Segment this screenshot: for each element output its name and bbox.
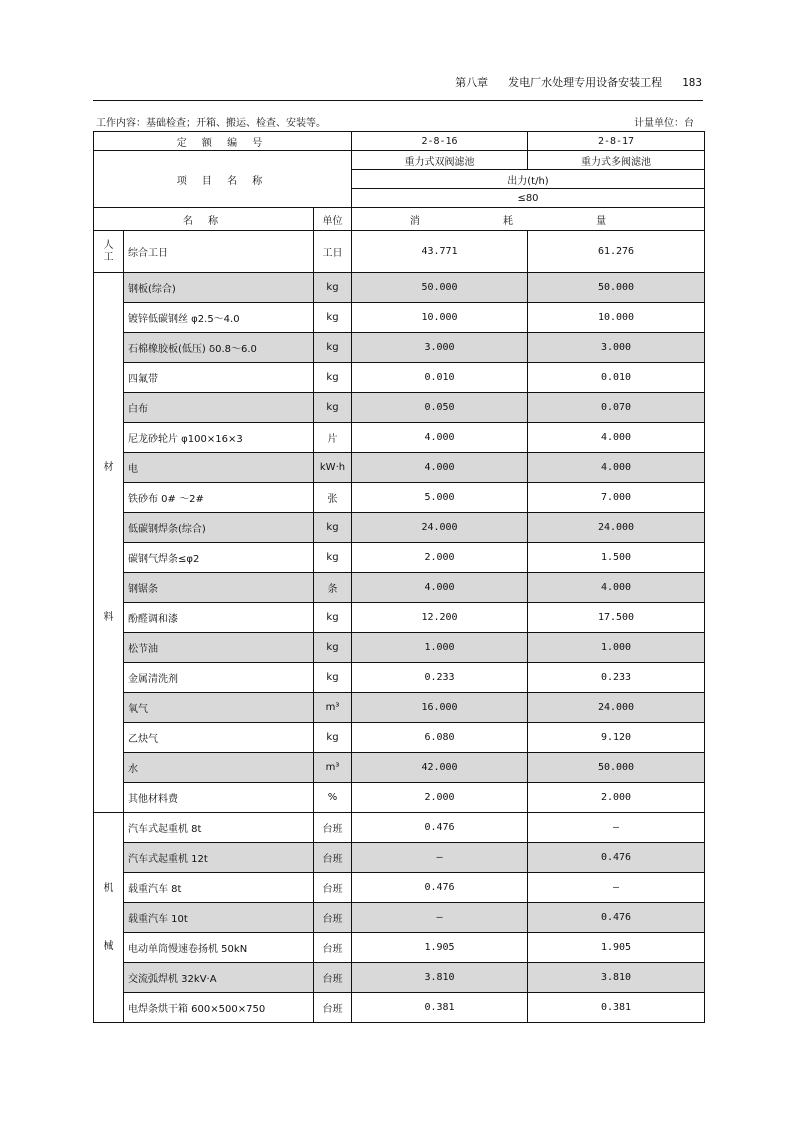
table-row [94, 333, 705, 363]
item-name: 金属清洗剂 [124, 663, 314, 693]
value-2: 10.000 [528, 303, 705, 333]
value-1: 6.080 [352, 723, 528, 753]
value-1: 3.810 [352, 963, 528, 993]
value-2: 0.476 [528, 903, 705, 933]
value-2: 0.381 [528, 993, 705, 1023]
value-1: 4.000 [352, 573, 528, 603]
item-unit: kW·h [314, 453, 352, 483]
category-materials [94, 273, 124, 813]
value-2: — [528, 873, 705, 903]
table-row [94, 423, 705, 453]
header-rule [93, 100, 703, 101]
value-1: 16.000 [352, 693, 528, 723]
value-1: 2.000 [352, 543, 528, 573]
value-2: 50.000 [528, 753, 705, 783]
item-unit: kg [314, 303, 352, 333]
item-name: 综合工日 [124, 231, 314, 273]
item-name: 钢板(综合) [124, 273, 314, 303]
value-2: 7.000 [528, 483, 705, 513]
table-row [94, 453, 705, 483]
row-column-heads [94, 208, 705, 231]
item-unit: kg [314, 603, 352, 633]
value-1: 10.000 [352, 303, 528, 333]
value-2: 24.000 [528, 513, 705, 543]
value-2: 1.905 [528, 933, 705, 963]
item-unit: kg [314, 333, 352, 363]
table-row [94, 483, 705, 513]
item-unit: kg [314, 273, 352, 303]
table-row [94, 783, 705, 813]
item-unit: m³ [314, 693, 352, 723]
table-row [94, 543, 705, 573]
table-row [94, 993, 705, 1023]
value-2: 0.070 [528, 393, 705, 423]
value-2: 4.000 [528, 573, 705, 603]
table-row [94, 963, 705, 993]
item-unit: 台班 [314, 873, 352, 903]
item-unit: kg [314, 363, 352, 393]
measure-unit: 计量单位：台 [634, 118, 694, 129]
type-2: 重力式多阀滤池 [528, 151, 705, 170]
category-label: 人 工 [103, 239, 114, 263]
table-row [94, 693, 705, 723]
item-name: 酚醛调和漆 [124, 603, 314, 633]
table-row [94, 663, 705, 693]
item-unit: kg [314, 633, 352, 663]
value-2: 17.500 [528, 603, 705, 633]
value-1: 12.200 [352, 603, 528, 633]
item-name: 尼龙砂轮片 φ100×16×3 [124, 423, 314, 453]
table-row [94, 363, 705, 393]
value-2: 3.810 [528, 963, 705, 993]
value-1: 4.000 [352, 423, 528, 453]
value-1: 50.000 [352, 273, 528, 303]
item-unit: 条 [314, 573, 352, 603]
item-name: 电动单筒慢速卷扬机 50kN [124, 933, 314, 963]
item-name: 乙炔气 [124, 723, 314, 753]
capacity-value: ≤80 [352, 189, 705, 208]
item-name: 交流弧焊机 32kV·A [124, 963, 314, 993]
value-1: 3.000 [352, 333, 528, 363]
item-name: 铁砂布 0# ～2# [124, 483, 314, 513]
table-row [94, 633, 705, 663]
table-row [94, 723, 705, 753]
item-name: 电焊条烘干箱 600×500×750 [124, 993, 314, 1023]
table-row [94, 231, 705, 273]
item-label: 项 目 名 称 [94, 151, 352, 208]
item-unit: m³ [314, 753, 352, 783]
category-label: 材 料 [103, 462, 114, 623]
table-row [94, 303, 705, 333]
capacity-label: 出力(t/h) [352, 170, 705, 189]
table-row [94, 813, 705, 843]
value-2: 24.000 [528, 693, 705, 723]
item-unit: 台班 [314, 903, 352, 933]
quota-table [93, 131, 705, 1023]
value-1: 42.000 [352, 753, 528, 783]
value-2: 4.000 [528, 453, 705, 483]
value-1: 0.010 [352, 363, 528, 393]
row-types [94, 151, 705, 170]
value-2: 1.000 [528, 633, 705, 663]
item-name: 白布 [124, 393, 314, 423]
item-unit: 台班 [314, 843, 352, 873]
item-name: 电 [124, 453, 314, 483]
value-1: 1.000 [352, 633, 528, 663]
item-name: 碳钢气焊条≤φ2 [124, 543, 314, 573]
item-name: 汽车式起重机 8t [124, 813, 314, 843]
value-1: — [352, 843, 528, 873]
category-labor [94, 231, 124, 273]
item-name: 石棉橡胶板(低压) δ0.8～6.0 [124, 333, 314, 363]
chapter-number: 第八章 [455, 76, 489, 89]
col-unit-head: 单位 [314, 208, 352, 231]
value-2: 50.000 [528, 273, 705, 303]
value-1: 0.476 [352, 873, 528, 903]
table-row [94, 393, 705, 423]
item-unit: 片 [314, 423, 352, 453]
item-unit: kg [314, 513, 352, 543]
item-unit: kg [314, 393, 352, 423]
value-1: 0.233 [352, 663, 528, 693]
row-quota-codes [94, 132, 705, 151]
type-1: 重力式双阀滤池 [352, 151, 528, 170]
value-2: 61.276 [528, 231, 705, 273]
item-name: 钢锯条 [124, 573, 314, 603]
quota-label: 定 额 编 号 [94, 132, 352, 151]
table-row [94, 873, 705, 903]
item-unit: 台班 [314, 963, 352, 993]
item-name: 水 [124, 753, 314, 783]
value-2: 4.000 [528, 423, 705, 453]
table-row [94, 903, 705, 933]
chapter-title: 发电厂水处理专用设备安装工程 [508, 76, 663, 89]
value-1: 1.905 [352, 933, 528, 963]
work-content: 工作内容：基础检查；开箱、搬运、检查、安装等。 [96, 118, 326, 129]
col-consumption-head: 消 耗 量 [352, 208, 705, 231]
value-1: 0.476 [352, 813, 528, 843]
value-2: 0.010 [528, 363, 705, 393]
table-row [94, 573, 705, 603]
page-number: 183 [682, 76, 702, 89]
value-1: 5.000 [352, 483, 528, 513]
item-unit: 台班 [314, 933, 352, 963]
value-2: 1.500 [528, 543, 705, 573]
code-2: 2-8-17 [528, 132, 705, 151]
col-name-head: 名 称 [94, 208, 314, 231]
item-name: 载重汽车 8t [124, 873, 314, 903]
item-name: 其他材料费 [124, 783, 314, 813]
value-1: 0.050 [352, 393, 528, 423]
table-row [94, 513, 705, 543]
item-unit: 台班 [314, 993, 352, 1023]
item-name: 载重汽车 10t [124, 903, 314, 933]
item-name: 镀锌低碳钢丝 φ2.5～4.0 [124, 303, 314, 333]
value-2: 0.476 [528, 843, 705, 873]
table-row [94, 843, 705, 873]
value-2: — [528, 813, 705, 843]
item-name: 氧气 [124, 693, 314, 723]
item-name: 四氟带 [124, 363, 314, 393]
value-1: 4.000 [352, 453, 528, 483]
value-2: 3.000 [528, 333, 705, 363]
item-unit: % [314, 783, 352, 813]
item-name: 汽车式起重机 12t [124, 843, 314, 873]
value-1: 2.000 [352, 783, 528, 813]
value-1: 24.000 [352, 513, 528, 543]
item-name: 低碳钢焊条(综合) [124, 513, 314, 543]
value-2: 2.000 [528, 783, 705, 813]
category-machinery [94, 813, 124, 1023]
table-row [94, 753, 705, 783]
table-row [94, 933, 705, 963]
item-unit: 台班 [314, 813, 352, 843]
item-unit: kg [314, 663, 352, 693]
value-1: 0.381 [352, 993, 528, 1023]
page-header [435, 74, 702, 90]
value-1: — [352, 903, 528, 933]
item-unit: kg [314, 723, 352, 753]
table-row [94, 603, 705, 633]
item-unit: 工日 [314, 231, 352, 273]
value-1: 43.771 [352, 231, 528, 273]
item-name: 松节油 [124, 633, 314, 663]
code-1: 2-8-16 [352, 132, 528, 151]
category-label: 机 械 [103, 882, 114, 952]
table-row [94, 273, 705, 303]
item-unit: kg [314, 543, 352, 573]
value-2: 0.233 [528, 663, 705, 693]
item-unit: 张 [314, 483, 352, 513]
value-2: 9.120 [528, 723, 705, 753]
